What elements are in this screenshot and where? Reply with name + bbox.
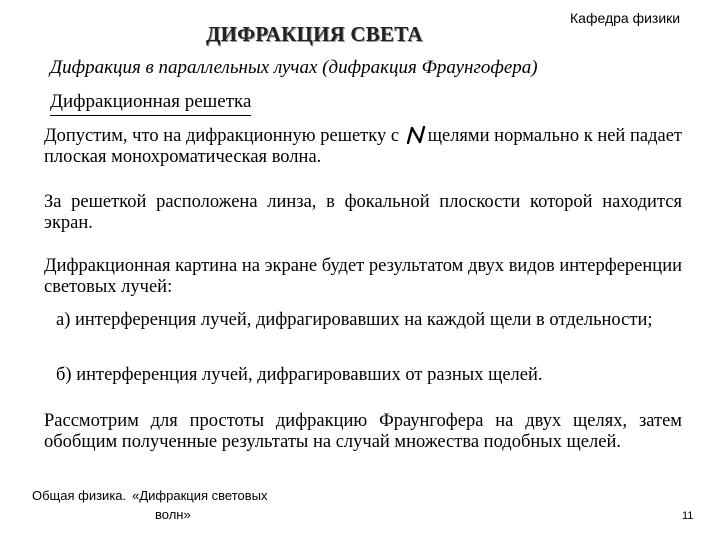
footer-course-info [32, 486, 268, 524]
footer-topic-line2: волн» [155, 507, 191, 522]
list-item-b: б) интерференция лучей, дифрагировавших от разных щелей. [56, 365, 543, 385]
paragraph-interference-types: Дифракционная картина на экране будет результатом двух видов интерференции световых лучей: [44, 256, 682, 297]
slide-subtitle: Дифракция в параллельных лучах (дифракция Фраунгофера) [50, 57, 538, 78]
paragraph-two-slits: Рассмотрим для простоты дифракцию Фраунгофера на двух щелях, затем обобщим полученные результаты на случай множества подобных щелей. [44, 411, 682, 452]
footer-course: Общая физика. [32, 488, 127, 503]
paragraph-text-part2: щелями нормально к ней падает плоская монохроматическая волна. [44, 126, 683, 167]
department-label: Кафедра физики [570, 10, 681, 26]
section-heading: Дифракционная решетка [50, 91, 251, 116]
footer-topic-line1: «Дифракция световых [132, 488, 268, 503]
paragraph-text-part1: Допустим, что на дифракционную решетку с [44, 126, 404, 146]
variable-n-symbol [406, 126, 426, 144]
paragraph-grating-intro [44, 126, 682, 168]
slide-title: ДИФРАКЦИЯ СВЕТА [206, 22, 423, 46]
page-number: 11 [682, 510, 694, 522]
paragraph-lens: За решеткой расположена линза, в фокальной плоскости которой находится экран. [44, 192, 682, 233]
list-item-a: а) интерференция лучей, дифрагировавших на каждой щели в отдельности; [56, 310, 653, 330]
